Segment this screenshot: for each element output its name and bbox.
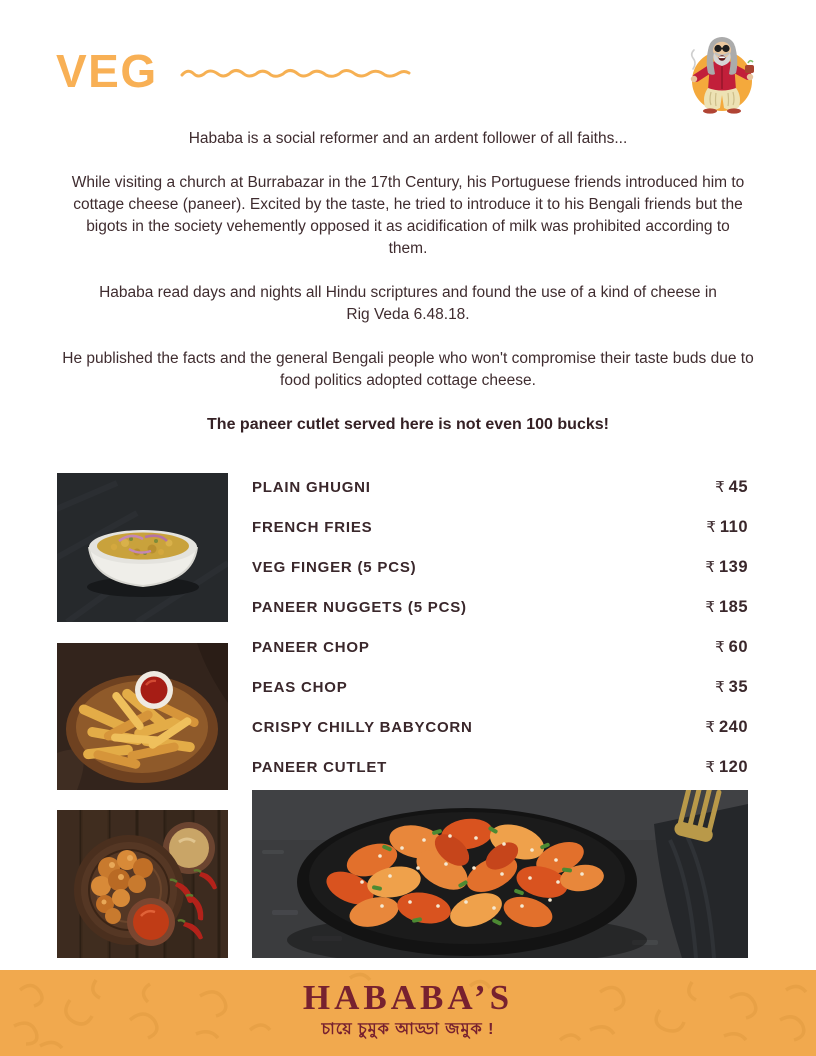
rupee-icon: ₹ <box>706 518 716 536</box>
menu-item-price: ₹ 240 <box>705 717 748 736</box>
menu-item-price: ₹ 139 <box>705 557 748 576</box>
menu-item-price: ₹ 110 <box>706 517 748 536</box>
rupee-icon: ₹ <box>705 718 715 736</box>
rupee-icon: ₹ <box>705 758 715 776</box>
menu-item-price: ₹ 45 <box>715 477 748 496</box>
menu-item-name: PLAIN GHUGNI <box>252 478 371 496</box>
menu-item-name: CRISPY CHILLY BABYCORN <box>252 718 473 736</box>
page-title: VEG <box>56 45 158 97</box>
menu-row <box>252 553 748 581</box>
menu-row <box>252 673 748 701</box>
menu-row <box>252 753 748 781</box>
menu-item-name: VEG FINGER (5 PCS) <box>252 558 417 576</box>
story-block <box>0 128 816 436</box>
menu-item-price: ₹ 120 <box>705 757 748 776</box>
story-highlight: The paneer cutlet served here is not even 100 bucks! <box>207 416 609 433</box>
menu-row <box>252 713 748 741</box>
rupee-icon: ₹ <box>705 598 715 616</box>
photo-paneer-cutlet <box>252 790 748 958</box>
footer-banner <box>0 970 816 1056</box>
story-church: While visiting a church at Burrabazar in the 17th Century, his Portuguese friends introduced him to cottage cheese (paneer). Excited by the taste, he tried to introduce it to his Bengali friends but the bigots in the society vehemently opposed it as acidification of milk was prohibited according to them. <box>71 174 745 257</box>
wavy-divider-icon <box>180 64 412 87</box>
menu-row <box>252 633 748 661</box>
menu-item-name: PANEER CHOP <box>252 638 370 656</box>
photo-veg-nuggets <box>57 810 228 958</box>
menu-row <box>252 513 748 541</box>
rupee-icon: ₹ <box>715 478 725 496</box>
story-published: He published the facts and the general Bengali people who won't compromise their taste buds due to food politics adopted cottage cheese. <box>62 350 754 389</box>
menu-item-price: ₹ 60 <box>715 637 748 656</box>
rupee-icon: ₹ <box>715 678 725 696</box>
menu-item-name: PANEER CUTLET <box>252 758 388 776</box>
menu-item-price: ₹ 35 <box>715 677 748 696</box>
rupee-icon: ₹ <box>705 558 715 576</box>
story-intro: Hababa is a social reformer and an ardent follower of all faiths... <box>188 130 628 147</box>
photo-french-fries <box>57 643 228 790</box>
menu-row <box>252 593 748 621</box>
hababa-mascot-icon <box>682 33 762 122</box>
menu-item-name: PANEER NUGGETS (5 PCS) <box>252 598 467 616</box>
menu-row <box>252 473 748 501</box>
menu-item-name: PEAS CHOP <box>252 678 348 696</box>
menu-item-name: FRENCH FRIES <box>252 518 373 536</box>
photo-plain-ghugni <box>57 473 228 622</box>
menu-item-price: ₹ 185 <box>705 597 748 616</box>
brand-wordmark: HABABA’S <box>302 978 514 1017</box>
rupee-icon: ₹ <box>715 638 725 656</box>
story-veda: Hababa read days and nights all Hindu scriptures and found the use of a kind of cheese in Rig Veda 6.48.18. <box>99 284 717 323</box>
brand-tagline-bengali: চায়ে চুমুক আড্ডা জমুক ! <box>321 1021 495 1038</box>
